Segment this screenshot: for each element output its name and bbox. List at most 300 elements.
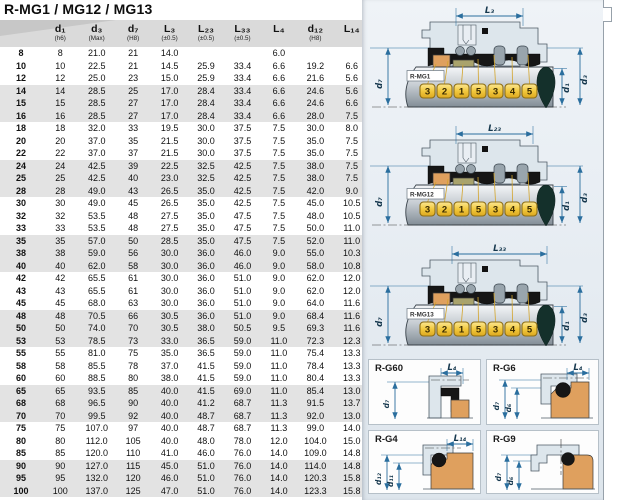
dimension-cell: 53.5 bbox=[87, 223, 106, 233]
table-row bbox=[0, 210, 370, 223]
dimension-cell: 91.5 bbox=[306, 398, 325, 408]
callout-number: 3 bbox=[492, 324, 499, 336]
seat-diagram-svg bbox=[487, 360, 600, 424]
dimension-table bbox=[0, 20, 370, 497]
column-label: d₃ bbox=[91, 23, 103, 35]
dimension-cell: 41.0 bbox=[160, 448, 179, 458]
dimension-cell: 69.3 bbox=[306, 323, 325, 333]
dimension-cell: 46.0 bbox=[197, 448, 215, 458]
dimension-cell: 11.0 bbox=[343, 235, 361, 246]
dimension-cell: 42.5 bbox=[233, 160, 252, 171]
row-size-label: 14 bbox=[16, 85, 27, 96]
dim-label-d6: d₆ bbox=[504, 403, 513, 413]
dimension-table-body bbox=[0, 47, 370, 497]
dimension-cell: 62.0 bbox=[87, 260, 106, 271]
dimension-cell: 49.0 bbox=[87, 198, 106, 208]
row-size-label: 60 bbox=[16, 373, 27, 383]
dimension-cell: 38.0 bbox=[197, 323, 215, 333]
callout-number: 1 bbox=[458, 204, 465, 216]
column-header bbox=[0, 20, 42, 47]
row-size-label: 43 bbox=[16, 285, 27, 296]
dim-label-d7: d₇ bbox=[494, 472, 503, 482]
dimension-cell: 51.0 bbox=[233, 273, 252, 283]
dimension-cell: 41.2 bbox=[197, 398, 215, 408]
dimension-cell: 21.5 bbox=[160, 148, 179, 158]
dimension-cell: 28.4 bbox=[197, 110, 215, 121]
callout-number: 2 bbox=[441, 86, 448, 98]
row-size-label: 70 bbox=[16, 410, 27, 421]
dimension-cell: 5.6 bbox=[345, 73, 359, 83]
dimension-cell: 95 bbox=[55, 473, 66, 483]
dim-label-top: L₂₃ bbox=[488, 124, 501, 134]
column-header bbox=[151, 20, 187, 47]
panel-title: R-G9 bbox=[493, 434, 516, 445]
table-row bbox=[0, 185, 370, 198]
dimension-cell: 42.5 bbox=[233, 198, 252, 208]
dimension-cell: 59.0 bbox=[233, 373, 252, 383]
table-row bbox=[0, 422, 370, 435]
table-row bbox=[0, 260, 370, 273]
row-size-label: 12 bbox=[16, 73, 27, 83]
dimension-cell: 33 bbox=[128, 123, 139, 133]
dimension-cell: 120.3 bbox=[304, 473, 327, 483]
dimension-cell: 11.6 bbox=[343, 298, 361, 308]
dimension-cell: 20 bbox=[55, 135, 66, 146]
dimension-cell: 37.5 bbox=[233, 148, 252, 158]
dimension-cell: 7.5 bbox=[272, 123, 286, 133]
dimension-cell: 28.4 bbox=[197, 85, 215, 96]
illustration-panel bbox=[362, 0, 604, 500]
dimension-cell: 65.5 bbox=[87, 273, 106, 283]
dimension-cell: 11.6 bbox=[343, 310, 361, 321]
dimension-cell: 6.6 bbox=[345, 60, 359, 71]
table-row bbox=[0, 47, 370, 60]
dimension-cell: 40.0 bbox=[160, 385, 179, 396]
dimension-cell: 9.0 bbox=[272, 248, 286, 258]
dimension-cell: 35.0 bbox=[306, 148, 325, 158]
dimension-cell: 30.0 bbox=[160, 248, 179, 258]
dimension-cell: 107.0 bbox=[85, 423, 108, 433]
callout-number: 5 bbox=[475, 204, 482, 216]
dimension-cell: 26.5 bbox=[160, 185, 179, 196]
dimension-cell: 36.0 bbox=[197, 273, 215, 283]
table-row bbox=[0, 435, 370, 448]
dimension-cell: 10.3 bbox=[343, 248, 361, 258]
dim-label-d7: d₇ bbox=[375, 197, 385, 207]
dimension-cell: 42.5 bbox=[233, 185, 252, 196]
dimension-cell: 9.0 bbox=[272, 285, 286, 296]
row-size-label: 10 bbox=[16, 60, 27, 71]
column-header bbox=[42, 20, 78, 47]
column-tolerance: (H8) bbox=[309, 35, 322, 42]
dimension-cell: 13.3 bbox=[343, 348, 361, 358]
dimension-cell: 14 bbox=[55, 85, 66, 96]
dimension-cell: 21 bbox=[128, 48, 139, 58]
dimension-cell: 78.0 bbox=[233, 435, 252, 446]
dimension-cell: 93.5 bbox=[87, 385, 106, 396]
row-size-label: 16 bbox=[16, 110, 27, 121]
dimension-cell: 97 bbox=[128, 423, 139, 433]
dimension-cell: 42.5 bbox=[87, 173, 106, 183]
dimension-cell: 57.0 bbox=[87, 235, 106, 246]
dimension-cell: 8.0 bbox=[345, 123, 359, 133]
column-header bbox=[224, 20, 260, 47]
dimension-cell: 35 bbox=[55, 235, 66, 246]
dimension-cell: 90 bbox=[128, 398, 139, 408]
dimension-cell: 92 bbox=[128, 410, 139, 421]
dimension-cell: 7.5 bbox=[272, 198, 286, 208]
dimension-cell: 62.0 bbox=[306, 273, 325, 283]
table-row bbox=[0, 122, 370, 135]
callout-number: 5 bbox=[526, 86, 533, 98]
table-row bbox=[0, 285, 370, 298]
dimension-cell: 137.0 bbox=[85, 485, 108, 496]
dimension-cell: 30.0 bbox=[160, 260, 179, 271]
dim-label-d3: d₃ bbox=[580, 313, 590, 323]
dimension-cell: 52.0 bbox=[306, 235, 325, 246]
dimension-cell: 14.5 bbox=[160, 60, 179, 71]
dimension-cell: 92.0 bbox=[306, 410, 325, 421]
dimension-cell: 27 bbox=[128, 98, 139, 108]
dimension-cell: 15.0 bbox=[343, 435, 361, 446]
dimension-cell: 11.6 bbox=[343, 323, 361, 333]
dimension-cell: 22.5 bbox=[87, 60, 106, 71]
dimension-cell: 75 bbox=[128, 348, 139, 358]
dimension-cell: 5.6 bbox=[345, 85, 359, 96]
table-row bbox=[0, 110, 370, 123]
dimension-cell: 39 bbox=[128, 160, 139, 171]
dimension-cell: 69.0 bbox=[233, 385, 252, 396]
panel-r-g4 bbox=[368, 430, 481, 494]
dimension-cell: 70.5 bbox=[87, 310, 106, 321]
dimension-cell: 7.5 bbox=[272, 160, 286, 171]
dimension-cell: 48.0 bbox=[197, 435, 215, 446]
callout-number: 3 bbox=[424, 324, 431, 336]
row-size-label: 50 bbox=[16, 323, 27, 333]
dimension-cell: 40.0 bbox=[160, 435, 179, 446]
dim-label-l4: L₄ bbox=[573, 363, 583, 373]
dim-label-d1: d₁ bbox=[562, 201, 572, 211]
dimension-cell: 17.0 bbox=[160, 110, 179, 121]
seal-diagram bbox=[370, 4, 596, 116]
dim-label-d12: d₁₂ bbox=[374, 473, 383, 485]
dimension-cell: 19.5 bbox=[160, 123, 179, 133]
dimension-cell: 33.4 bbox=[233, 85, 252, 96]
dimension-cell: 41.5 bbox=[197, 360, 215, 371]
dimension-cell: 36.0 bbox=[197, 285, 215, 296]
dimension-cell: 46.0 bbox=[233, 260, 252, 271]
dimension-cell: 28 bbox=[55, 185, 66, 196]
dimension-cell: 10.5 bbox=[343, 210, 361, 221]
dimension-cell: 32.5 bbox=[197, 160, 215, 171]
detail-panels bbox=[368, 359, 599, 494]
dimension-cell: 32.5 bbox=[197, 173, 215, 183]
dimension-cell: 8 bbox=[57, 48, 63, 58]
dimension-cell: 12.0 bbox=[270, 435, 288, 446]
dim-label-d7: d₇ bbox=[375, 317, 385, 327]
seal-cross-section-svg bbox=[370, 4, 596, 116]
dimension-cell: 85 bbox=[128, 385, 139, 396]
dimension-cell: 114.0 bbox=[304, 460, 327, 471]
table-row bbox=[0, 397, 370, 410]
dimension-cell: 25.9 bbox=[197, 73, 215, 83]
table-row bbox=[0, 347, 370, 360]
column-header bbox=[297, 20, 333, 47]
dimension-cell: 27 bbox=[128, 110, 139, 121]
dimension-cell: 33.4 bbox=[233, 110, 252, 121]
row-size-label: 55 bbox=[16, 348, 27, 358]
table-row bbox=[0, 485, 370, 498]
row-size-label: 28 bbox=[16, 185, 27, 196]
dimension-cell: 30.5 bbox=[160, 310, 179, 321]
dim-label-d1: d₁ bbox=[562, 83, 572, 93]
table-row bbox=[0, 147, 370, 160]
dimension-cell: 6.6 bbox=[272, 73, 286, 83]
dimension-cell: 61 bbox=[128, 273, 139, 283]
dimension-cell: 47.5 bbox=[233, 235, 252, 246]
dimension-cell: 112.0 bbox=[85, 435, 108, 446]
dimension-cell: 10.8 bbox=[343, 260, 361, 271]
dimension-cell: 68.0 bbox=[87, 298, 106, 308]
dimension-cell: 7.5 bbox=[345, 173, 359, 183]
dimension-cell: 78 bbox=[128, 360, 139, 371]
callout-number: 3 bbox=[492, 86, 499, 98]
dimension-cell: 99.5 bbox=[87, 410, 106, 421]
dimension-cell: 6.6 bbox=[272, 110, 286, 121]
dimension-cell: 59.0 bbox=[233, 348, 252, 358]
dimension-cell: 40.0 bbox=[160, 410, 179, 421]
dimension-cell: 36.0 bbox=[197, 298, 215, 308]
table-row bbox=[0, 385, 370, 398]
dimension-cell: 30 bbox=[55, 198, 66, 208]
dimension-cell: 55 bbox=[55, 348, 66, 358]
row-size-label: 24 bbox=[16, 160, 27, 171]
dimension-cell: 74.0 bbox=[87, 323, 106, 333]
dimension-cell: 40.0 bbox=[160, 423, 179, 433]
dimension-cell: 42.0 bbox=[306, 185, 325, 196]
dimension-cell: 6.0 bbox=[272, 48, 286, 58]
row-size-label: 33 bbox=[16, 223, 27, 233]
dimension-cell: 28.5 bbox=[87, 98, 106, 108]
dimension-cell: 25 bbox=[55, 173, 66, 183]
dimension-cell: 14.0 bbox=[270, 460, 288, 471]
page-edge-tab bbox=[603, 7, 612, 22]
dimension-cell: 37.0 bbox=[87, 148, 106, 158]
callout-number: 2 bbox=[441, 204, 448, 216]
dimension-cell: 9.0 bbox=[272, 298, 286, 308]
dimension-cell: 21.0 bbox=[87, 48, 106, 58]
column-label: L₂₃ bbox=[198, 23, 214, 35]
dimension-cell: 75.4 bbox=[306, 348, 325, 358]
dimension-cell: 32.0 bbox=[87, 123, 106, 133]
seat-diagram-svg bbox=[369, 431, 482, 495]
dimension-cell: 7.5 bbox=[272, 148, 286, 158]
dimension-cell: 27.5 bbox=[160, 210, 179, 221]
dimension-cell: 68.7 bbox=[233, 398, 252, 408]
table-row bbox=[0, 135, 370, 148]
dimension-cell: 14.0 bbox=[160, 48, 179, 58]
dimension-cell: 33 bbox=[55, 223, 66, 233]
dimension-cell: 30.0 bbox=[197, 148, 215, 158]
dimension-cell: 61 bbox=[128, 285, 139, 296]
table-row bbox=[0, 310, 370, 323]
callout-number: 2 bbox=[441, 324, 448, 336]
column-label: L₁₄ bbox=[343, 23, 360, 35]
diagram-name: R-MG12 bbox=[410, 191, 434, 199]
dimension-cell: 38.0 bbox=[306, 160, 325, 171]
dimension-cell: 7.5 bbox=[345, 135, 359, 146]
dimension-cell: 35.0 bbox=[197, 198, 215, 208]
dimension-cell: 78.5 bbox=[87, 335, 106, 346]
dimension-cell: 11.3 bbox=[270, 398, 288, 408]
panel-r-g60 bbox=[368, 359, 481, 425]
dimension-cell: 46.0 bbox=[233, 248, 252, 258]
dimension-cell: 7.5 bbox=[272, 235, 286, 246]
dimension-cell: 15.0 bbox=[160, 73, 179, 83]
dimension-cell: 59.0 bbox=[233, 360, 252, 371]
dimension-cell: 25.9 bbox=[197, 60, 215, 71]
dimension-cell: 110 bbox=[125, 448, 141, 458]
row-size-label: 42 bbox=[16, 273, 27, 283]
column-label: L₃ bbox=[163, 23, 176, 35]
dimension-cell bbox=[224, 47, 260, 60]
row-size-label: 53 bbox=[16, 335, 27, 346]
dim-label-d3: d₃ bbox=[580, 193, 590, 203]
dimension-cell: 18 bbox=[55, 123, 66, 133]
dimension-cell: 30.0 bbox=[306, 123, 325, 133]
dimension-cell: 13.3 bbox=[343, 373, 361, 383]
dimension-cell: 14.8 bbox=[343, 448, 361, 458]
dimension-cell: 43 bbox=[128, 185, 139, 196]
row-size-label: 80 bbox=[16, 435, 27, 446]
panel-title: R-G4 bbox=[375, 434, 398, 445]
dimension-cell: 11.0 bbox=[270, 348, 288, 358]
row-size-label: 45 bbox=[16, 298, 27, 308]
dimension-cell: 50.5 bbox=[233, 323, 252, 333]
dim-label-d11: d₁₁ bbox=[386, 475, 395, 487]
column-tolerance: (±0.5) bbox=[161, 35, 178, 42]
dimension-cell: 19.2 bbox=[306, 60, 325, 71]
dimension-cell: 53.5 bbox=[87, 210, 106, 221]
dimension-cell: 13.0 bbox=[343, 410, 361, 421]
dim-label-top: L₃₃ bbox=[493, 244, 506, 254]
callout-number: 1 bbox=[458, 324, 465, 336]
dimension-cell: 40 bbox=[128, 173, 139, 183]
dimension-cell: 12.0 bbox=[343, 273, 361, 283]
callout-number: 4 bbox=[509, 86, 516, 98]
dimension-cell: 9.0 bbox=[272, 260, 286, 271]
dimension-cell: 58 bbox=[55, 360, 66, 371]
row-size-label: 20 bbox=[16, 135, 27, 146]
table-row bbox=[0, 60, 370, 73]
seal-cross-section-svg bbox=[370, 242, 596, 354]
dimension-cell: 46.0 bbox=[160, 473, 179, 483]
dim-label-d3: d₃ bbox=[580, 75, 590, 85]
dimension-cell: 48 bbox=[55, 310, 66, 321]
callout-number: 5 bbox=[475, 324, 482, 336]
dimension-cell: 58.0 bbox=[306, 260, 325, 271]
row-size-label: 32 bbox=[16, 210, 27, 221]
column-label: d₁₂ bbox=[307, 23, 324, 35]
dimension-cell: 14.0 bbox=[343, 423, 361, 433]
dimension-cell: 45.0 bbox=[160, 460, 179, 471]
column-header bbox=[188, 20, 224, 47]
dimension-cell: 76.0 bbox=[233, 460, 252, 471]
callout-chips bbox=[420, 84, 537, 98]
seal-diagram bbox=[370, 122, 596, 234]
dimension-cell: 24 bbox=[55, 160, 66, 171]
dimension-cell: 51.0 bbox=[233, 285, 252, 296]
callout-number: 4 bbox=[509, 324, 516, 336]
dimension-cell: 36.0 bbox=[197, 260, 215, 271]
dimension-cell: 30.0 bbox=[197, 123, 215, 133]
dimension-cell: 35.0 bbox=[197, 210, 215, 221]
dimension-cell: 37.5 bbox=[233, 123, 252, 133]
dimension-cell: 11.0 bbox=[270, 360, 288, 371]
table-row bbox=[0, 97, 370, 110]
dimension-cell: 85.4 bbox=[306, 385, 325, 396]
seal-diagram bbox=[370, 242, 596, 354]
dimension-cell: 9.0 bbox=[345, 185, 359, 196]
table-row bbox=[0, 247, 370, 260]
dimension-cell: 22 bbox=[55, 148, 66, 158]
dimension-cell: 7.5 bbox=[345, 110, 359, 121]
callout-number: 5 bbox=[526, 324, 533, 336]
dim-label-l4: L₄ bbox=[447, 363, 457, 373]
dimension-cell: 125 bbox=[125, 485, 141, 496]
dimension-cell: 23.0 bbox=[160, 173, 179, 183]
callout-number: 3 bbox=[424, 86, 431, 98]
dimension-cell: 47.5 bbox=[233, 210, 252, 221]
diagram-name: R-MG13 bbox=[410, 311, 434, 319]
dimension-cell: 7.5 bbox=[345, 160, 359, 171]
dimension-cell: 23 bbox=[128, 73, 139, 83]
dimension-cell: 7.5 bbox=[345, 148, 359, 158]
panel-title: R-G60 bbox=[375, 363, 403, 374]
dimension-cell: 30.5 bbox=[160, 323, 179, 333]
dimension-cell: 9.5 bbox=[272, 323, 286, 333]
dimension-cell: 45 bbox=[128, 198, 139, 208]
dimension-cell: 81.0 bbox=[87, 348, 106, 358]
dimension-cell: 45 bbox=[55, 298, 66, 308]
dimension-cell: 25.0 bbox=[87, 73, 106, 83]
dimension-cell: 12.3 bbox=[343, 335, 361, 346]
dimension-cell: 35.0 bbox=[197, 235, 215, 246]
dimension-cell bbox=[297, 47, 333, 60]
dimension-cell: 120.0 bbox=[85, 448, 108, 458]
row-size-label: 68 bbox=[16, 398, 27, 408]
dimension-cell: 38.0 bbox=[306, 173, 325, 183]
dimension-cell: 59.0 bbox=[87, 248, 106, 258]
dim-label-d7: d₇ bbox=[375, 79, 385, 89]
table-row bbox=[0, 235, 370, 248]
dimension-cell: 33.4 bbox=[233, 98, 252, 108]
column-tolerance: (±0.5) bbox=[197, 35, 215, 42]
seat-diagram-svg bbox=[369, 360, 482, 424]
column-header bbox=[261, 20, 297, 47]
row-size-label: 58 bbox=[16, 360, 27, 371]
dimension-cell: 30.0 bbox=[160, 285, 179, 296]
dimension-cell: 11.0 bbox=[270, 373, 288, 383]
dimension-cell: 48.7 bbox=[197, 423, 215, 433]
dimension-cell: 73 bbox=[128, 335, 139, 346]
dimension-cell: 41.5 bbox=[197, 385, 215, 396]
dimension-cell: 7.5 bbox=[272, 185, 286, 196]
dimension-cell: 66 bbox=[128, 310, 139, 321]
dimension-cell: 51.0 bbox=[233, 298, 252, 308]
dimension-cell: 72.3 bbox=[306, 335, 325, 346]
dimension-cell: 127.0 bbox=[85, 460, 108, 471]
